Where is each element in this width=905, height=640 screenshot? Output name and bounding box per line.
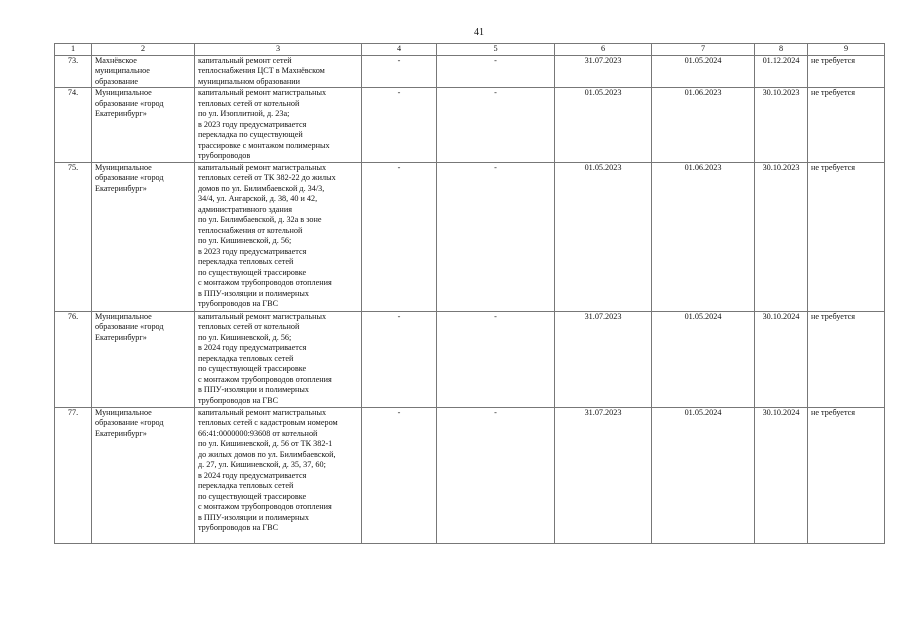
work-description-line: теплоснабжения ЦСТ в Махнёвском bbox=[198, 66, 325, 75]
column-6-date-cell: 31.07.2023 bbox=[555, 311, 652, 407]
work-description-line: капитальный ремонт магистральных bbox=[198, 162, 327, 172]
column-header: 3 bbox=[195, 44, 362, 56]
work-description-line: по существующей трассировке bbox=[198, 267, 307, 277]
column-9-note-cell: не требуется bbox=[808, 162, 885, 311]
work-description-line: тепловых сетей от ТК 382-22 до жилых bbox=[198, 173, 336, 182]
work-description-line: трубопроводов на ГВС bbox=[198, 523, 279, 532]
column-8-date-cell: 30.10.2024 bbox=[755, 311, 808, 407]
column-8-date-cell: 30.10.2024 bbox=[755, 407, 808, 543]
column-header: 6 bbox=[555, 44, 652, 56]
work-description-line: трубопроводов на ГВС bbox=[198, 395, 279, 405]
column-4-cell: - bbox=[362, 311, 437, 407]
column-9-note-cell: не требуется bbox=[808, 311, 885, 407]
work-description-line: до жилых домов по ул. Билимбаевской, bbox=[198, 449, 336, 459]
work-description-line: тепловых сетей от котельной bbox=[198, 322, 300, 331]
organization-line: Муниципальное bbox=[95, 162, 152, 172]
work-description-line: с монтажом трубопроводов отопления bbox=[198, 374, 332, 384]
column-8-date-cell: 30.10.2023 bbox=[755, 88, 808, 163]
organization-line: Екатеринбург» bbox=[95, 332, 147, 342]
work-description-line: перекладка тепловых сетей bbox=[198, 353, 294, 363]
work-description-line: трубопроводов на ГВС bbox=[198, 299, 279, 308]
column-header: 4 bbox=[362, 44, 437, 56]
organization-cell bbox=[92, 407, 195, 543]
row-number-cell: 74. bbox=[55, 88, 92, 163]
work-description-line: в 2023 году предусматривается bbox=[198, 246, 307, 256]
schedule-table bbox=[54, 43, 885, 544]
work-description-line: в 2024 году предусматривается bbox=[198, 343, 307, 352]
column-7-date-cell: 01.06.2023 bbox=[652, 88, 755, 163]
work-description-line: с монтажом трубопроводов отопления bbox=[198, 278, 332, 287]
table-header-row bbox=[55, 44, 885, 56]
work-description-line: капитальный ремонт магистральных bbox=[198, 407, 327, 417]
column-5-cell: - bbox=[437, 55, 555, 88]
work-description-line: по ул. Изоплитной, д. 23а; bbox=[198, 109, 290, 118]
work-description-cell bbox=[195, 407, 362, 543]
organization-cell bbox=[92, 55, 195, 88]
work-description-line: с монтажом трубопроводов отопления bbox=[198, 502, 332, 511]
column-header: 2 bbox=[92, 44, 195, 56]
column-5-cell: - bbox=[437, 407, 555, 543]
work-description-line: административного здания bbox=[198, 204, 292, 214]
column-7-date-cell: 01.06.2023 bbox=[652, 162, 755, 311]
column-5-cell: - bbox=[437, 88, 555, 163]
work-description-line: капитальный ремонт сетей bbox=[198, 55, 292, 65]
work-description-line: трассировке с монтажом полимерных bbox=[198, 140, 330, 150]
work-description-line: перекладка тепловых сетей bbox=[198, 481, 294, 490]
work-description-line: в ППУ-изоляции и полимерных bbox=[198, 512, 310, 522]
column-5-cell: - bbox=[437, 162, 555, 311]
work-description-line: муниципальном образовании bbox=[198, 76, 301, 86]
column-9-note-cell: не требуется bbox=[808, 88, 885, 163]
work-description-line: в ППУ-изоляции и полимерных bbox=[198, 288, 310, 298]
column-4-cell: - bbox=[362, 407, 437, 543]
organization-line: Муниципальное bbox=[95, 88, 152, 97]
table-row bbox=[55, 311, 885, 407]
row-number-cell: 76. bbox=[55, 311, 92, 407]
work-description-line: по существующей трассировке bbox=[198, 491, 307, 501]
table-row bbox=[55, 162, 885, 311]
column-header: 1 bbox=[55, 44, 92, 56]
organization-line: Муниципальное bbox=[95, 311, 152, 321]
organization-line: муниципальное bbox=[95, 66, 150, 75]
work-description-line: по ул. Билимбаевской, д. 32а в зоне bbox=[198, 215, 322, 224]
row-number-cell: 77. bbox=[55, 407, 92, 543]
column-header: 7 bbox=[652, 44, 755, 56]
column-header: 5 bbox=[437, 44, 555, 56]
work-description-line: д. 27, ул. Кишиневской, д. 35, 37, 60; bbox=[198, 460, 326, 469]
work-description-line: тепловых сетей от котельной bbox=[198, 98, 300, 108]
column-5-cell: - bbox=[437, 311, 555, 407]
work-description-line: тепловых сетей с кадастровым номером bbox=[198, 418, 338, 427]
organization-line: Екатеринбург» bbox=[95, 183, 147, 193]
organization-line: Муниципальное bbox=[95, 407, 152, 417]
work-description-line: по ул. Кишиневской, д. 56; bbox=[198, 236, 292, 245]
work-description-line: капитальный ремонт магистральных bbox=[198, 311, 327, 321]
column-6-date-cell: 31.07.2023 bbox=[555, 407, 652, 543]
work-description-line: 66:41:0000000:93608 от котельной bbox=[198, 428, 318, 438]
work-description-cell bbox=[195, 162, 362, 311]
work-description-line: капитальный ремонт магистральных bbox=[198, 88, 327, 97]
work-description-line: домов по ул. Билимбаевской д. 34/3, bbox=[198, 183, 325, 193]
work-description-line: 34/4, ул. Ангарской, д. 38, 40 и 42, bbox=[198, 194, 318, 203]
work-description-line: в 2024 году предусматривается bbox=[198, 470, 307, 480]
column-8-date-cell: 01.12.2024 bbox=[755, 55, 808, 88]
work-description-line: перекладка тепловых сетей bbox=[198, 257, 294, 266]
column-9-note-cell: не требуется bbox=[808, 55, 885, 88]
column-6-date-cell: 01.05.2023 bbox=[555, 162, 652, 311]
column-header: 8 bbox=[755, 44, 808, 56]
table-row bbox=[55, 55, 885, 88]
work-description-line: по существующей трассировке bbox=[198, 364, 307, 373]
column-7-date-cell: 01.05.2024 bbox=[652, 311, 755, 407]
column-4-cell: - bbox=[362, 162, 437, 311]
organization-line: образование «город bbox=[95, 173, 164, 182]
work-description-line: в ППУ-изоляции и полимерных bbox=[198, 385, 310, 394]
column-4-cell: - bbox=[362, 88, 437, 163]
column-6-date-cell: 01.05.2023 bbox=[555, 88, 652, 163]
organization-line: Екатеринбург» bbox=[95, 109, 147, 118]
organization-line: образование «город bbox=[95, 418, 164, 427]
work-description-line: по ул. Кишиневской, д. 56; bbox=[198, 332, 292, 342]
work-description-line: в 2023 году предусматривается bbox=[198, 119, 307, 129]
page-number: 41 bbox=[474, 27, 484, 38]
organization-line: Екатеринбург» bbox=[95, 428, 147, 438]
work-description-line: трубопроводов bbox=[198, 151, 251, 160]
table-row bbox=[55, 407, 885, 543]
column-7-date-cell: 01.05.2024 bbox=[652, 55, 755, 88]
work-description-line: теплоснабжения от котельной bbox=[198, 225, 303, 235]
work-description-cell bbox=[195, 311, 362, 407]
work-description-line: перекладка по существующей bbox=[198, 130, 303, 139]
work-description-cell bbox=[195, 88, 362, 163]
row-number-cell: 75. bbox=[55, 162, 92, 311]
column-8-date-cell: 30.10.2023 bbox=[755, 162, 808, 311]
row-number-cell: 73. bbox=[55, 55, 92, 88]
column-6-date-cell: 31.07.2023 bbox=[555, 55, 652, 88]
column-7-date-cell: 01.05.2024 bbox=[652, 407, 755, 543]
column-4-cell: - bbox=[362, 55, 437, 88]
table-row bbox=[55, 88, 885, 163]
work-description-cell bbox=[195, 55, 362, 88]
organization-line: образование bbox=[95, 76, 139, 86]
column-9-note-cell: не требуется bbox=[808, 407, 885, 543]
column-header: 9 bbox=[808, 44, 885, 56]
organization-line: образование «город bbox=[95, 98, 164, 108]
organization-line: образование «город bbox=[95, 322, 164, 331]
organization-cell bbox=[92, 88, 195, 163]
organization-cell bbox=[92, 162, 195, 311]
organization-cell bbox=[92, 311, 195, 407]
work-description-line: по ул. Кишиневской, д. 56 от ТК 382-1 bbox=[198, 439, 333, 448]
organization-line: Махнёвское bbox=[95, 55, 137, 65]
